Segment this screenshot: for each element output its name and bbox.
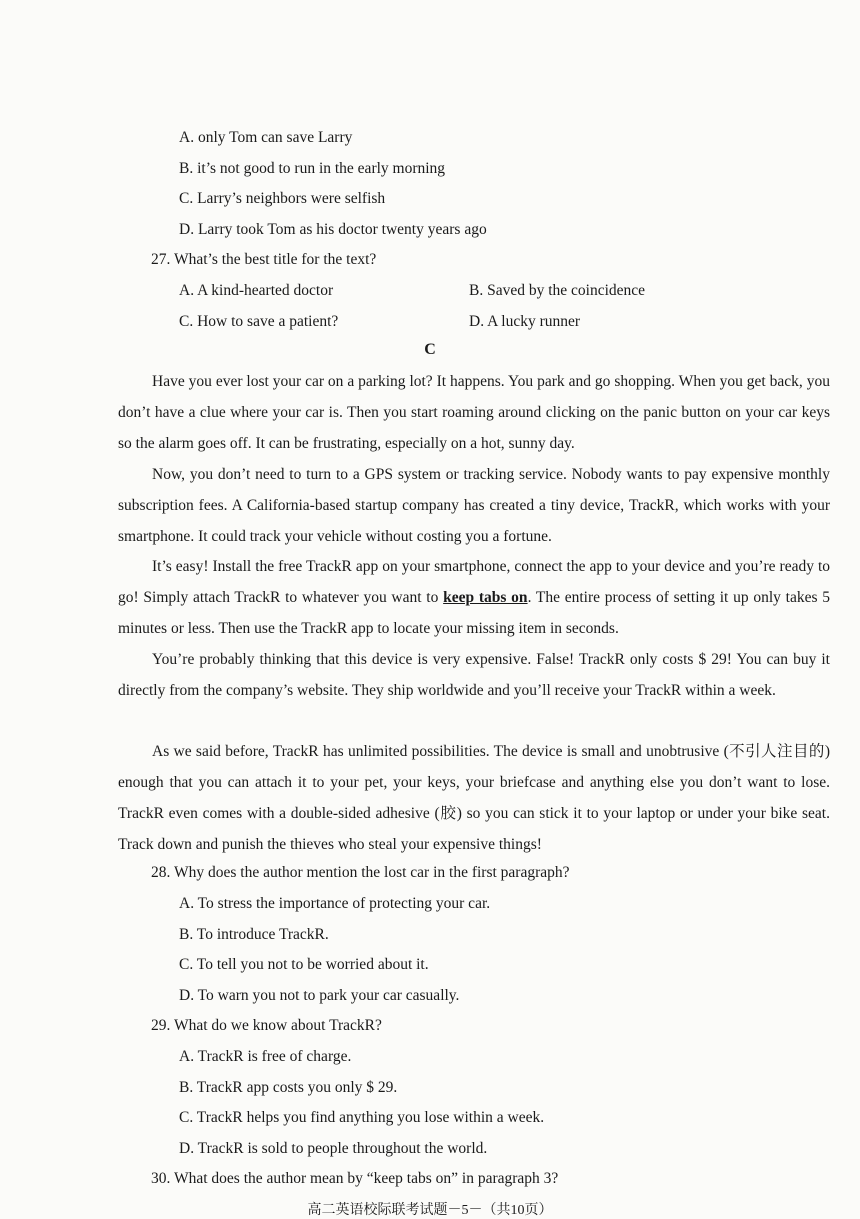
q28-option-d: D. To warn you not to park your car casually. bbox=[179, 987, 460, 1004]
q27-stem: 27. What’s the best title for the text? bbox=[151, 251, 377, 268]
q27-option-d: D. A lucky runner bbox=[469, 313, 581, 330]
passage-paragraph-4: You’re probably thinking that this device is very expensive. False! TrackR only costs $ 29! You can buy it directly from the company’s website. They ship worldwide and you’ll receive your TrackR within a week. bbox=[118, 651, 830, 699]
q26-option-d: D. Larry took Tom as his doctor twenty years ago bbox=[179, 221, 487, 238]
q29-option-c: C. TrackR helps you find anything you lose within a week. bbox=[179, 1109, 545, 1126]
keep-tabs-on-phrase: keep tabs on bbox=[443, 589, 528, 606]
passage-paragraph-5: As we said before, TrackR has unlimited possibilities. The device is small and unobtrusive (不引人注目的) enough that you can attach it to your pet, your keys, your briefcase and anything else you don’t want to lose. TrackR even comes with a double-sided adhesive (胶) so you can stick it to your laptop or under your bike seat. Track down and punish the thieves who steal your expensive things! bbox=[118, 743, 830, 853]
q28-option-c: C. To tell you not to be worried about it. bbox=[179, 956, 429, 973]
q26-option-b: B. it’s not good to run in the early morning bbox=[179, 160, 446, 177]
passage-paragraph-2: Now, you don’t need to turn to a GPS system or tracking service. Nobody wants to pay expensive monthly subscription fees. A California-based startup company has created a tiny device, TrackR, which works with your smartphone. It could track your vehicle without costing you a fortune. bbox=[118, 466, 830, 545]
q26-option-c: C. Larry’s neighbors were selfish bbox=[179, 190, 386, 207]
q27-option-a: A. A kind-hearted doctor bbox=[179, 282, 334, 299]
q27-option-c: C. How to save a patient? bbox=[179, 313, 339, 330]
q29-option-a: A. TrackR is free of charge. bbox=[179, 1048, 352, 1065]
passage-paragraph-3: It’s easy! Install the free TrackR app on your smartphone, connect the app to your device and you’re ready to go! Simply attach TrackR to whatever you want to keep tabs on. The entire process of setting it up only takes 5 minutes or less. Then use the TrackR app to locate your missing item in seconds. bbox=[118, 558, 830, 637]
page-footer: 高二英语校际联考试题－5－（共10页） bbox=[307, 1203, 553, 1218]
q26-option-a: A. only Tom can save Larry bbox=[179, 129, 353, 146]
q29-option-b: B. TrackR app costs you only $ 29. bbox=[179, 1079, 398, 1096]
section-title: C bbox=[424, 341, 436, 358]
q30-stem: 30. What does the author mean by “keep tabs on” in paragraph 3? bbox=[151, 1170, 559, 1187]
q27-option-b: B. Saved by the coincidence bbox=[469, 282, 646, 299]
q28-stem: 28. Why does the author mention the lost car in the first paragraph? bbox=[151, 864, 570, 881]
q28-option-b: B. To introduce TrackR. bbox=[179, 926, 329, 943]
q29-option-d: D. TrackR is sold to people throughout the world. bbox=[179, 1140, 488, 1157]
passage-paragraph-1: Have you ever lost your car on a parking lot? It happens. You park and go shopping. When you get back, you don’t have a clue where your car is. Then you start roaming around clicking on the panic button on your car keys so the alarm goes off. It can be frustrating, especially on a hot, sunny day. bbox=[118, 373, 830, 452]
q29-stem: 29. What do we know about TrackR? bbox=[151, 1017, 382, 1034]
q28-option-a: A. To stress the importance of protecting your car. bbox=[179, 895, 491, 912]
